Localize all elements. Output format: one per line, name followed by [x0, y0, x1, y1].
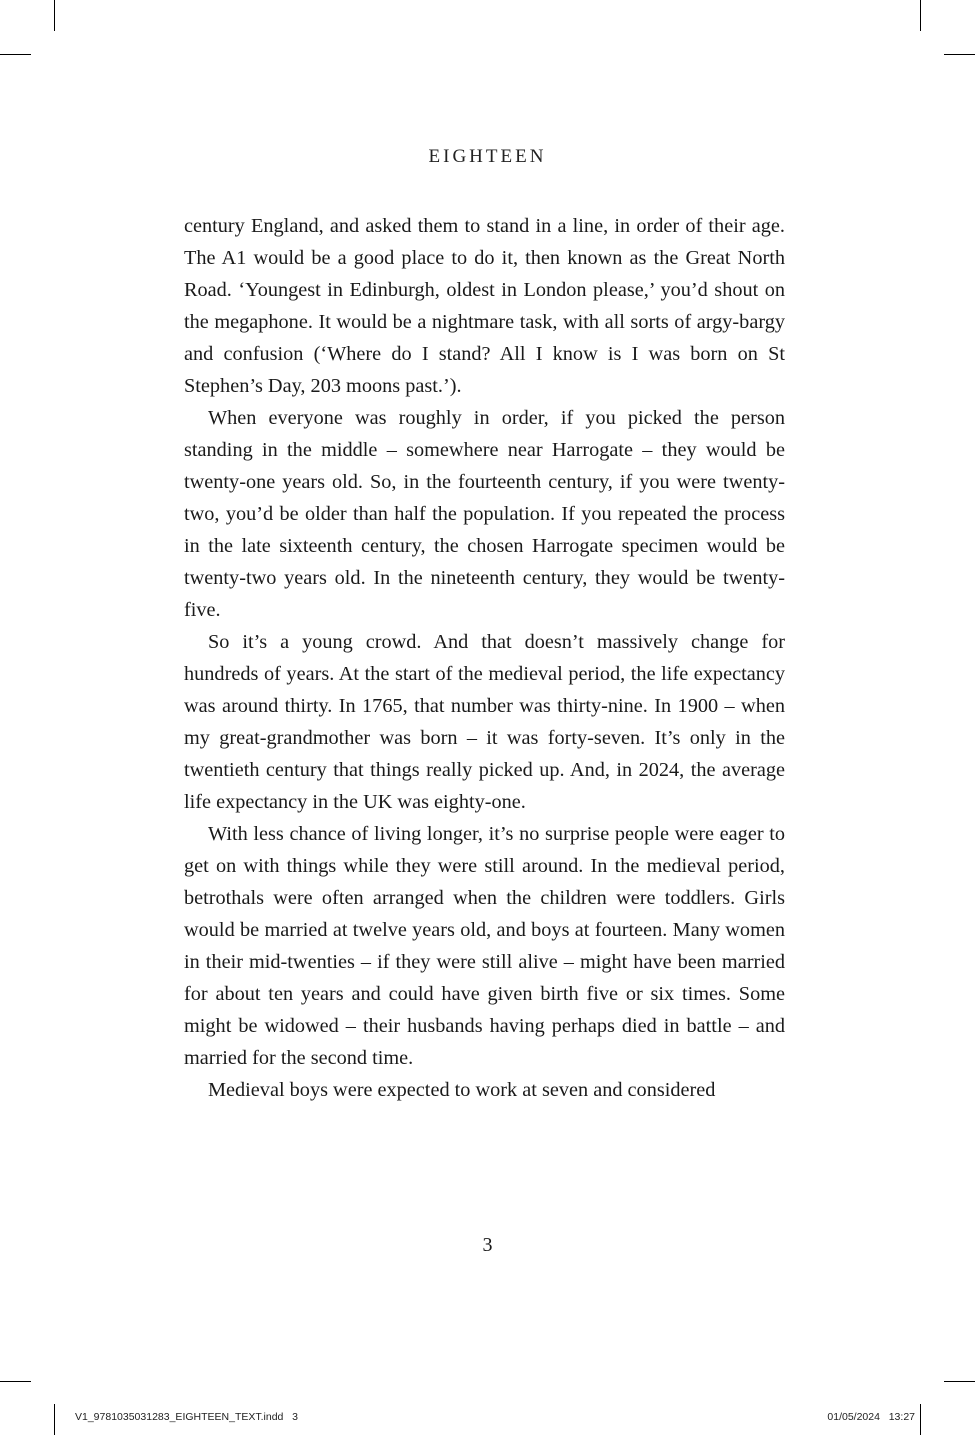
slug-timestamp	[827, 1411, 915, 1423]
crop-mark-bottom-left-horizontal	[0, 1381, 31, 1382]
crop-mark-top-right-vertical	[920, 0, 921, 31]
paragraph-3: So it’s a young crowd. And that doesn’t massively change for hundreds of years. At the start of the medieval period, the life expectancy was around thirty. In 1765, that number was thirty-nine. In 1900 – when my great-grandmother was born – it was forty-seven. It’s only in the twentieth century that things really picked up. And, in 2024, the average life expectancy in the UK was eighty-one.	[184, 631, 785, 813]
crop-mark-bottom-right-vertical	[920, 1404, 921, 1435]
paragraph-5: Medieval boys were expected to work at seven and considered	[208, 1079, 716, 1101]
paragraph-4: With less chance of living longer, it’s no surprise people were eager to get on with things while they were still around. In the medieval period, betrothals were often arranged when the children were toddlers. Girls would be married at twelve years old, and boys at fourteen. Many women in their mid-twenties – if they were still alive – might have been married for about ten years and could have given birth five or six times. Some might be widowed – their husbands having perhaps died in battle – and married for the second time.	[184, 823, 785, 1069]
crop-mark-bottom-right-horizontal	[944, 1381, 975, 1382]
slug-filename	[75, 1411, 298, 1423]
slug-time: 13:27	[888, 1411, 915, 1423]
body-text	[184, 210, 785, 1106]
page-number: 3	[482, 1234, 493, 1256]
slug-file-text: V1_9781035031283_EIGHTEEN_TEXT.indd 3	[75, 1411, 298, 1423]
crop-mark-bottom-left-vertical	[54, 1404, 55, 1435]
paragraph-1: century England, and asked them to stand in a line, in order of their age. The A1 would be a good place to do it, then known as the Great North Road. ‘Youngest in Edinburgh, oldest in London please,’ you’d shout on the megaphone. It would be a nightmare task, with all sorts of argy-bargy and confusion (‘Where do I stand? All I know is I was born on St Stephen’s Day, 203 moons past.’).	[184, 215, 785, 397]
crop-mark-top-left-vertical	[54, 0, 55, 31]
running-head: EIGHTEEN	[428, 146, 547, 167]
crop-mark-top-right-horizontal	[944, 54, 975, 55]
crop-mark-top-left-horizontal	[0, 54, 31, 55]
paragraph-2: When everyone was roughly in order, if you picked the person standing in the middle – somewhere near Harrogate – they would be twenty-one years old. So, in the fourteenth century, if you were twenty-two, you’d be older than half the population. If you repeated the process in the late sixteenth century, the chosen Harrogate specimen would be twenty-two years old. In the nineteenth century, they would be twenty-five.	[184, 407, 785, 621]
slug-date: 01/05/2024	[827, 1411, 880, 1423]
